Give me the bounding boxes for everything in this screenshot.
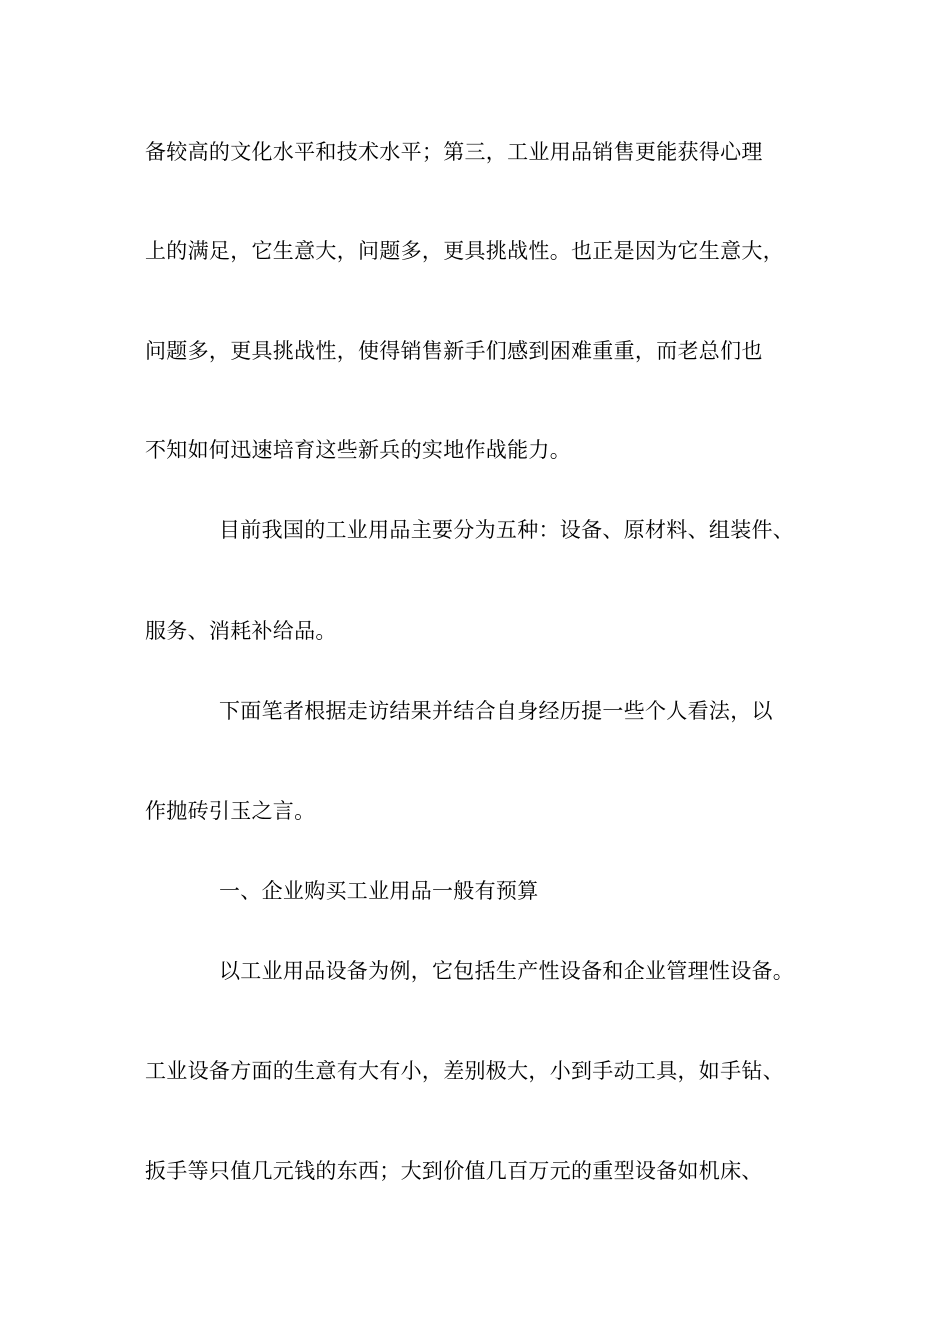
- paragraph-line: 扳手等只值几元钱的东西；大到价值几百万元的重型设备如机床、: [145, 1159, 763, 1183]
- paragraph-line: 以工业用品设备为例，它包括生产性设备和企业管理性设备。: [219, 959, 795, 983]
- paragraph-line: 问题多，更具挑战性，使得销售新手们感到困难重重，而老总们也: [145, 339, 763, 363]
- paragraph-line: 下面笔者根据走访结果并结合自身经历提一些个人看法，以: [219, 699, 773, 723]
- paragraph-line: 服务、消耗补给品。: [145, 619, 337, 643]
- section-heading: 一、企业购买工业用品一般有预算: [219, 879, 539, 903]
- paragraph-line: 作抛砖引玉之言。: [145, 799, 316, 823]
- paragraph-line: 不知如何迅速培育这些新兵的实地作战能力。: [145, 438, 571, 462]
- paragraph-line: 上的满足，它生意大，问题多，更具挑战性。也正是因为它生意大，: [145, 239, 784, 263]
- paragraph-line: 工业设备方面的生意有大有小，差别极大，小到手动工具，如手钻、: [145, 1059, 784, 1083]
- paragraph-line: 备较高的文化水平和技术水平；第三，工业用品销售更能获得心理: [145, 140, 763, 164]
- paragraph-line: 目前我国的工业用品主要分为五种：设备、原材料、组装件、: [219, 518, 795, 542]
